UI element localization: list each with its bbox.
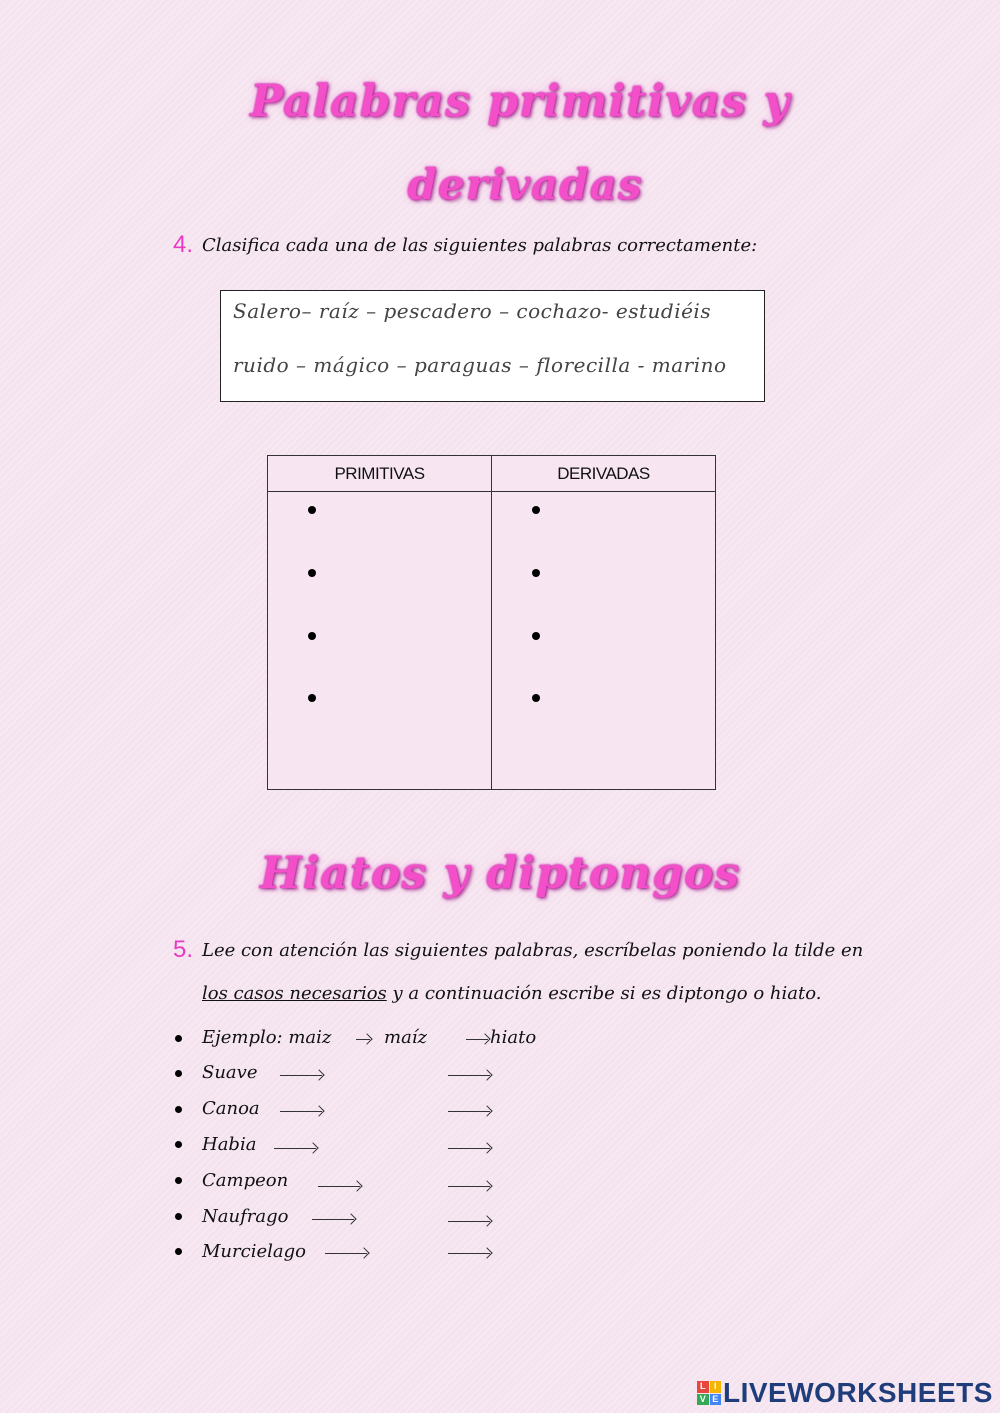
bullet-icon xyxy=(175,1070,182,1077)
arrow-icon xyxy=(274,1148,316,1149)
list-item-answer: maíz xyxy=(384,1027,428,1048)
brand-name: LIVEWORKSHEETS xyxy=(723,1377,993,1408)
header-primitivas: PRIMITIVAS xyxy=(268,456,492,492)
list-item-word: Campeon xyxy=(202,1170,289,1191)
arrow-icon xyxy=(356,1039,370,1040)
liveworksheets-brand xyxy=(697,1378,993,1408)
bullet-icon xyxy=(175,1248,182,1255)
arrow-icon xyxy=(448,1111,490,1112)
arrow-icon xyxy=(312,1219,354,1220)
page-title-line2: derivadas xyxy=(407,160,643,209)
bullet-icon xyxy=(308,694,316,702)
derivadas-column[interactable] xyxy=(492,492,716,790)
arrow-icon xyxy=(280,1111,322,1112)
arrow-icon xyxy=(448,1075,490,1076)
bullet-icon xyxy=(308,569,316,577)
section-title-hiatos: Hiatos y diptongos xyxy=(259,848,741,899)
page-title: Palabras primitivas y xyxy=(250,76,790,127)
arrow-icon xyxy=(466,1039,488,1040)
arrow-icon xyxy=(325,1253,367,1254)
arrow-icon xyxy=(318,1186,360,1187)
question-4-number: 4. xyxy=(173,231,194,258)
arrow-icon xyxy=(280,1075,322,1076)
arrow-icon xyxy=(448,1253,490,1254)
bullet-icon xyxy=(308,506,316,514)
liveworksheets-logo-icon: L I V E xyxy=(697,1381,721,1405)
question-5-text-line2 xyxy=(202,983,821,1004)
bullet-icon xyxy=(175,1141,182,1148)
list-item-word: Canoa xyxy=(202,1098,260,1119)
bullet-icon xyxy=(532,632,540,640)
bullet-icon xyxy=(532,506,540,514)
list-item-word: Suave xyxy=(202,1062,258,1083)
bullet-icon xyxy=(175,1213,182,1220)
list-item-word: Murcielago xyxy=(202,1241,306,1262)
bullet-icon xyxy=(175,1106,182,1113)
list-item-word: Ejemplo: maiz xyxy=(202,1027,332,1048)
underlined-phrase: los casos necesarios xyxy=(202,983,387,1004)
question-5-text-rest: y a continuación escribe si es diptongo o hiato. xyxy=(386,983,822,1004)
question-5-number: 5. xyxy=(173,936,194,963)
word-bank-box xyxy=(220,290,765,402)
bullet-icon xyxy=(532,569,540,577)
list-item-word: Naufrago xyxy=(202,1206,289,1227)
bullet-icon xyxy=(175,1035,182,1042)
list-item-word: Habia xyxy=(202,1134,257,1155)
header-derivadas: DERIVADAS xyxy=(492,456,716,492)
question-4-text: Clasifica cada una de las siguientes palabras correctamente: xyxy=(202,235,758,256)
classification-table xyxy=(267,455,716,790)
bullet-icon xyxy=(532,694,540,702)
bullet-icon xyxy=(175,1177,182,1184)
arrow-icon xyxy=(448,1186,490,1187)
question-5-text-line1: Lee con atención las siguientes palabras, escríbelas poniendo la tilde en xyxy=(202,940,864,961)
word-bank-line-2: ruido – mágico – paraguas – florecilla - marino xyxy=(233,353,727,377)
bullet-icon xyxy=(308,632,316,640)
word-bank-line-1: Salero– raíz – pescadero – cochazo- estudiéis xyxy=(233,299,712,323)
list-item-result: hiato xyxy=(490,1027,537,1048)
primitivas-column[interactable] xyxy=(268,492,492,790)
arrow-icon xyxy=(448,1221,490,1222)
arrow-icon xyxy=(448,1148,490,1149)
